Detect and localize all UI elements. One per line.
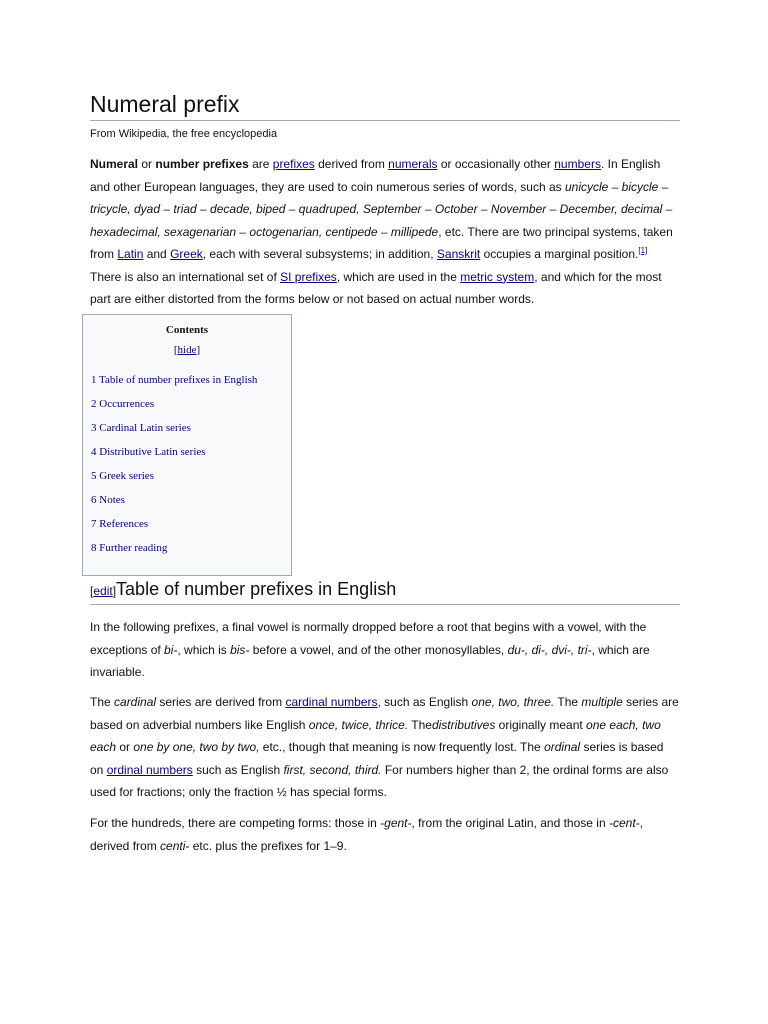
text: series are derived from (156, 695, 286, 709)
text: derived from (314, 157, 389, 171)
bracket: ] (196, 344, 201, 356)
italic-term: -gent- (380, 816, 412, 830)
toc-item[interactable]: 1 Table of number prefixes in English (91, 374, 258, 386)
text: The (554, 695, 582, 709)
tagline: From Wikipedia, the free encyclopedia (90, 128, 278, 140)
toc-hide-toggle (83, 344, 291, 356)
text: , such as English (377, 695, 472, 709)
toc-item[interactable]: 4 Distributive Latin series (91, 446, 206, 458)
section-heading (90, 577, 680, 605)
italic-term: once, twice, thrice. (308, 717, 409, 732)
paragraph-hundreds (90, 812, 680, 857)
text: The (90, 695, 115, 709)
text: are (248, 157, 273, 171)
link-latin[interactable]: Latin (117, 247, 144, 261)
table-of-contents (82, 314, 292, 576)
italic-term: distributives (431, 717, 496, 732)
text: or occasionally other (437, 157, 555, 171)
link-sanskrit[interactable]: Sanskrit (436, 247, 481, 261)
text: The (408, 717, 432, 732)
italic-term: one, two, three. (471, 695, 555, 709)
italic-term: cardinal (114, 695, 157, 709)
text: before a vowel, and of the other monosyllables, (249, 642, 508, 657)
text: For numbers higher than 2, the ordinal forms are also used for fractions; only the fraction ½ has special forms. (90, 762, 669, 799)
example-words: unicycle – bicycle – tricycle, dyad – triad – decade, biped – quadruped, September – October – November – December, decimal – hexadecimal, sexagenarian – octogenarian, centipede – millipede (90, 179, 673, 239)
bracket: [ (173, 344, 178, 356)
bracket: ] (112, 584, 117, 598)
text: or (116, 740, 134, 754)
text: , and which for the most part are either distorted from the forms below or not based on actual number words. (90, 269, 662, 306)
italic-term: bis- (230, 642, 250, 657)
link-si-prefixes[interactable]: SI prefixes (280, 269, 337, 284)
italic-term: multiple (581, 695, 623, 709)
text: , which are invariable. (90, 642, 650, 679)
paragraph-vowels (90, 616, 680, 684)
text: , derived from (90, 816, 643, 853)
text: originally meant (495, 717, 587, 732)
italic-term: du-, di-, dvi-, tri- (507, 642, 592, 657)
text: such as English (192, 762, 284, 777)
italic-term: ordinal (544, 740, 581, 754)
italic-term: one by one, two by two, (133, 740, 260, 754)
text: occupies a marginal position. (480, 247, 639, 261)
text: , etc. There are two principal systems, taken from (90, 224, 673, 261)
section-title: Table of number prefixes in English (116, 579, 397, 599)
text: and (143, 247, 171, 261)
edit-section (90, 584, 116, 598)
text: , from the original Latin, and those in (411, 816, 609, 830)
link-cardinal-numbers[interactable]: cardinal numbers (285, 695, 378, 709)
text: etc. plus the prefixes for 1–9. (189, 838, 347, 853)
reference-1-link[interactable]: [1] (638, 246, 648, 255)
link-metric-system[interactable]: metric system (460, 269, 535, 284)
link-prefixes[interactable]: prefixes (272, 157, 315, 171)
text: series are based on adverbial numbers like English (90, 695, 679, 732)
toc-item[interactable]: 3 Cardinal Latin series (91, 422, 191, 434)
toc-item[interactable]: 5 Greek series (91, 470, 154, 482)
text: . In English and other European languages, they are used to coin numerous series of words, such as (90, 157, 661, 194)
italic-term: centi- (160, 838, 190, 853)
link-greek[interactable]: Greek (170, 247, 203, 261)
text: , each with several subsystems; in addition, (202, 247, 437, 261)
page-title: Numeral prefix (90, 90, 680, 121)
bold-term: Numeral (90, 157, 139, 171)
toc-list (91, 374, 291, 566)
bold-term: number prefixes (155, 157, 249, 171)
paragraph-series (90, 691, 680, 804)
text: There is also an international set of (90, 269, 281, 284)
intro-paragraph (90, 153, 680, 311)
text: series is based on (90, 740, 664, 777)
bracket: [ (90, 584, 94, 598)
text: or (138, 157, 156, 171)
text: For the hundreds, there are competing forms: those in (90, 816, 381, 830)
link-numerals[interactable]: numerals (388, 157, 438, 171)
toc-item[interactable]: 6 Notes (91, 494, 125, 506)
toc-title: Contents (165, 324, 209, 336)
link-ordinal-numbers[interactable]: ordinal numbers (106, 762, 193, 777)
italic-term: one each, two each (90, 717, 661, 754)
toc-hide-link[interactable]: hide (177, 344, 197, 356)
text: , which are used in the (336, 269, 461, 284)
text: etc., though that meaning is now frequently lost. The (259, 740, 545, 754)
edit-link[interactable]: edit (93, 584, 113, 598)
italic-term: bi- (164, 642, 178, 657)
link-numbers[interactable]: numbers (554, 157, 601, 171)
toc-item[interactable]: 2 Occurrences (91, 398, 155, 410)
toc-item[interactable]: 8 Further reading (91, 542, 168, 554)
italic-term: -cent- (608, 816, 640, 830)
toc-item[interactable]: 7 References (91, 518, 149, 530)
text: , which is (177, 642, 231, 657)
italic-term: first, second, third. (283, 762, 382, 777)
text: In the following prefixes, a final vowel is normally dropped before a root that begins with a vowel, with the exceptions of (90, 620, 647, 657)
